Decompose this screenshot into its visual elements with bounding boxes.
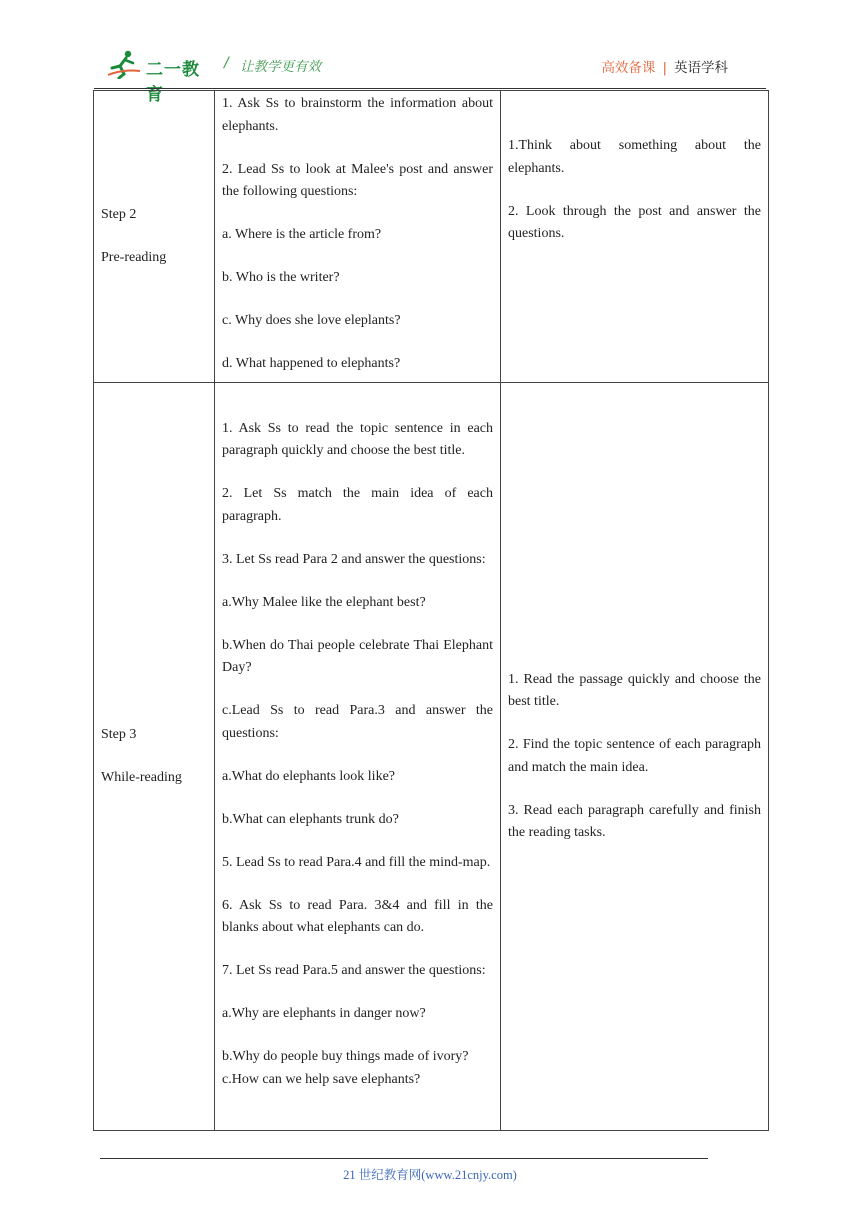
step-label: Step 2	[101, 206, 137, 222]
teacher-item: a.What do elephants look like?	[222, 768, 395, 784]
footer-rule	[100, 1158, 708, 1159]
teacher-item: 2. Lead Ss to look at Malee's post and answer the following questions:	[222, 161, 493, 200]
header-rule	[94, 88, 766, 89]
student-item: 1.Think about something about the elephants.	[508, 138, 761, 176]
teacher-activity-cell	[215, 383, 501, 1131]
teacher-item: c.Lead Ss to read Para.3 and answer the questions:	[222, 703, 493, 741]
lesson-plan-table	[93, 90, 769, 1131]
header-highlight: 高效备课	[601, 60, 656, 76]
slogan-separator: /	[224, 55, 229, 71]
teacher-item: 3. Let Ss read Para 2 and answer the questions:	[222, 551, 486, 567]
subject-label: 英语学科	[674, 60, 728, 76]
teacher-item: b.Why do people buy things made of ivory?	[222, 1049, 469, 1065]
teacher-item: c.How can we help save elephants?	[222, 1071, 421, 1087]
teacher-item: b. Who is the writer?	[222, 270, 340, 286]
teacher-item: 5. Lead Ss to read Para.4 and fill the mind-map.	[222, 854, 491, 870]
teacher-item: a.Why are elephants in danger now?	[222, 1006, 426, 1022]
slogan: 让教学更有效	[240, 59, 321, 75]
student-activity-cell	[501, 383, 769, 1131]
student-item: 2. Look through the post and answer the questions.	[508, 203, 761, 241]
student-item: 1. Read the passage quickly and choose the best title.	[508, 671, 761, 709]
teacher-item: 2. Let Ss match the main idea of each paragraph.	[222, 486, 493, 524]
teacher-item: d. What happened to elephants?	[222, 356, 401, 372]
teacher-item: c. Why does she love eleplants?	[222, 313, 401, 329]
student-item: 3. Read each paragraph carefully and finish the reading tasks.	[508, 802, 761, 840]
table-row	[94, 91, 769, 383]
teacher-item: 6. Ask Ss to read Para. 3&4 and fill in the blanks about what elephants can do.	[222, 897, 493, 936]
step-cell	[94, 91, 215, 383]
teacher-item: 1. Ask Ss to read the topic sentence in each paragraph quickly and choose the best title.	[222, 420, 493, 459]
teacher-item: b.When do Thai people celebrate Thai Elephant Day?	[222, 637, 493, 676]
teacher-item: a. Where is the article from?	[222, 227, 382, 243]
student-item: 2. Find the topic sentence of each paragraph and match the main idea.	[508, 737, 761, 775]
table-row	[94, 383, 769, 1131]
teacher-activity-cell	[215, 91, 501, 383]
page-header	[100, 46, 760, 105]
footer-text[interactable]: 21 世纪教育网(www.21cnjy.com)	[343, 1168, 517, 1182]
teacher-item: 1. Ask Ss to brainstorm the information about elephants.	[222, 96, 493, 134]
logo	[106, 49, 216, 105]
teacher-item: 7. Let Ss read Para.5 and answer the questions:	[222, 963, 486, 979]
teacher-item: a.Why Malee like the elephant best?	[222, 594, 426, 610]
logo-text: 二一教育	[146, 60, 200, 105]
stage-label: Pre-reading	[101, 249, 167, 265]
stage-label: While-reading	[101, 769, 182, 785]
teacher-item: b.What can elephants trunk do?	[222, 811, 399, 827]
running-figure-icon	[106, 49, 142, 79]
step-cell	[94, 383, 215, 1131]
student-activity-cell	[501, 91, 769, 383]
header-subject	[601, 56, 728, 76]
header-divider: |	[662, 60, 667, 76]
step-label: Step 3	[101, 726, 137, 742]
